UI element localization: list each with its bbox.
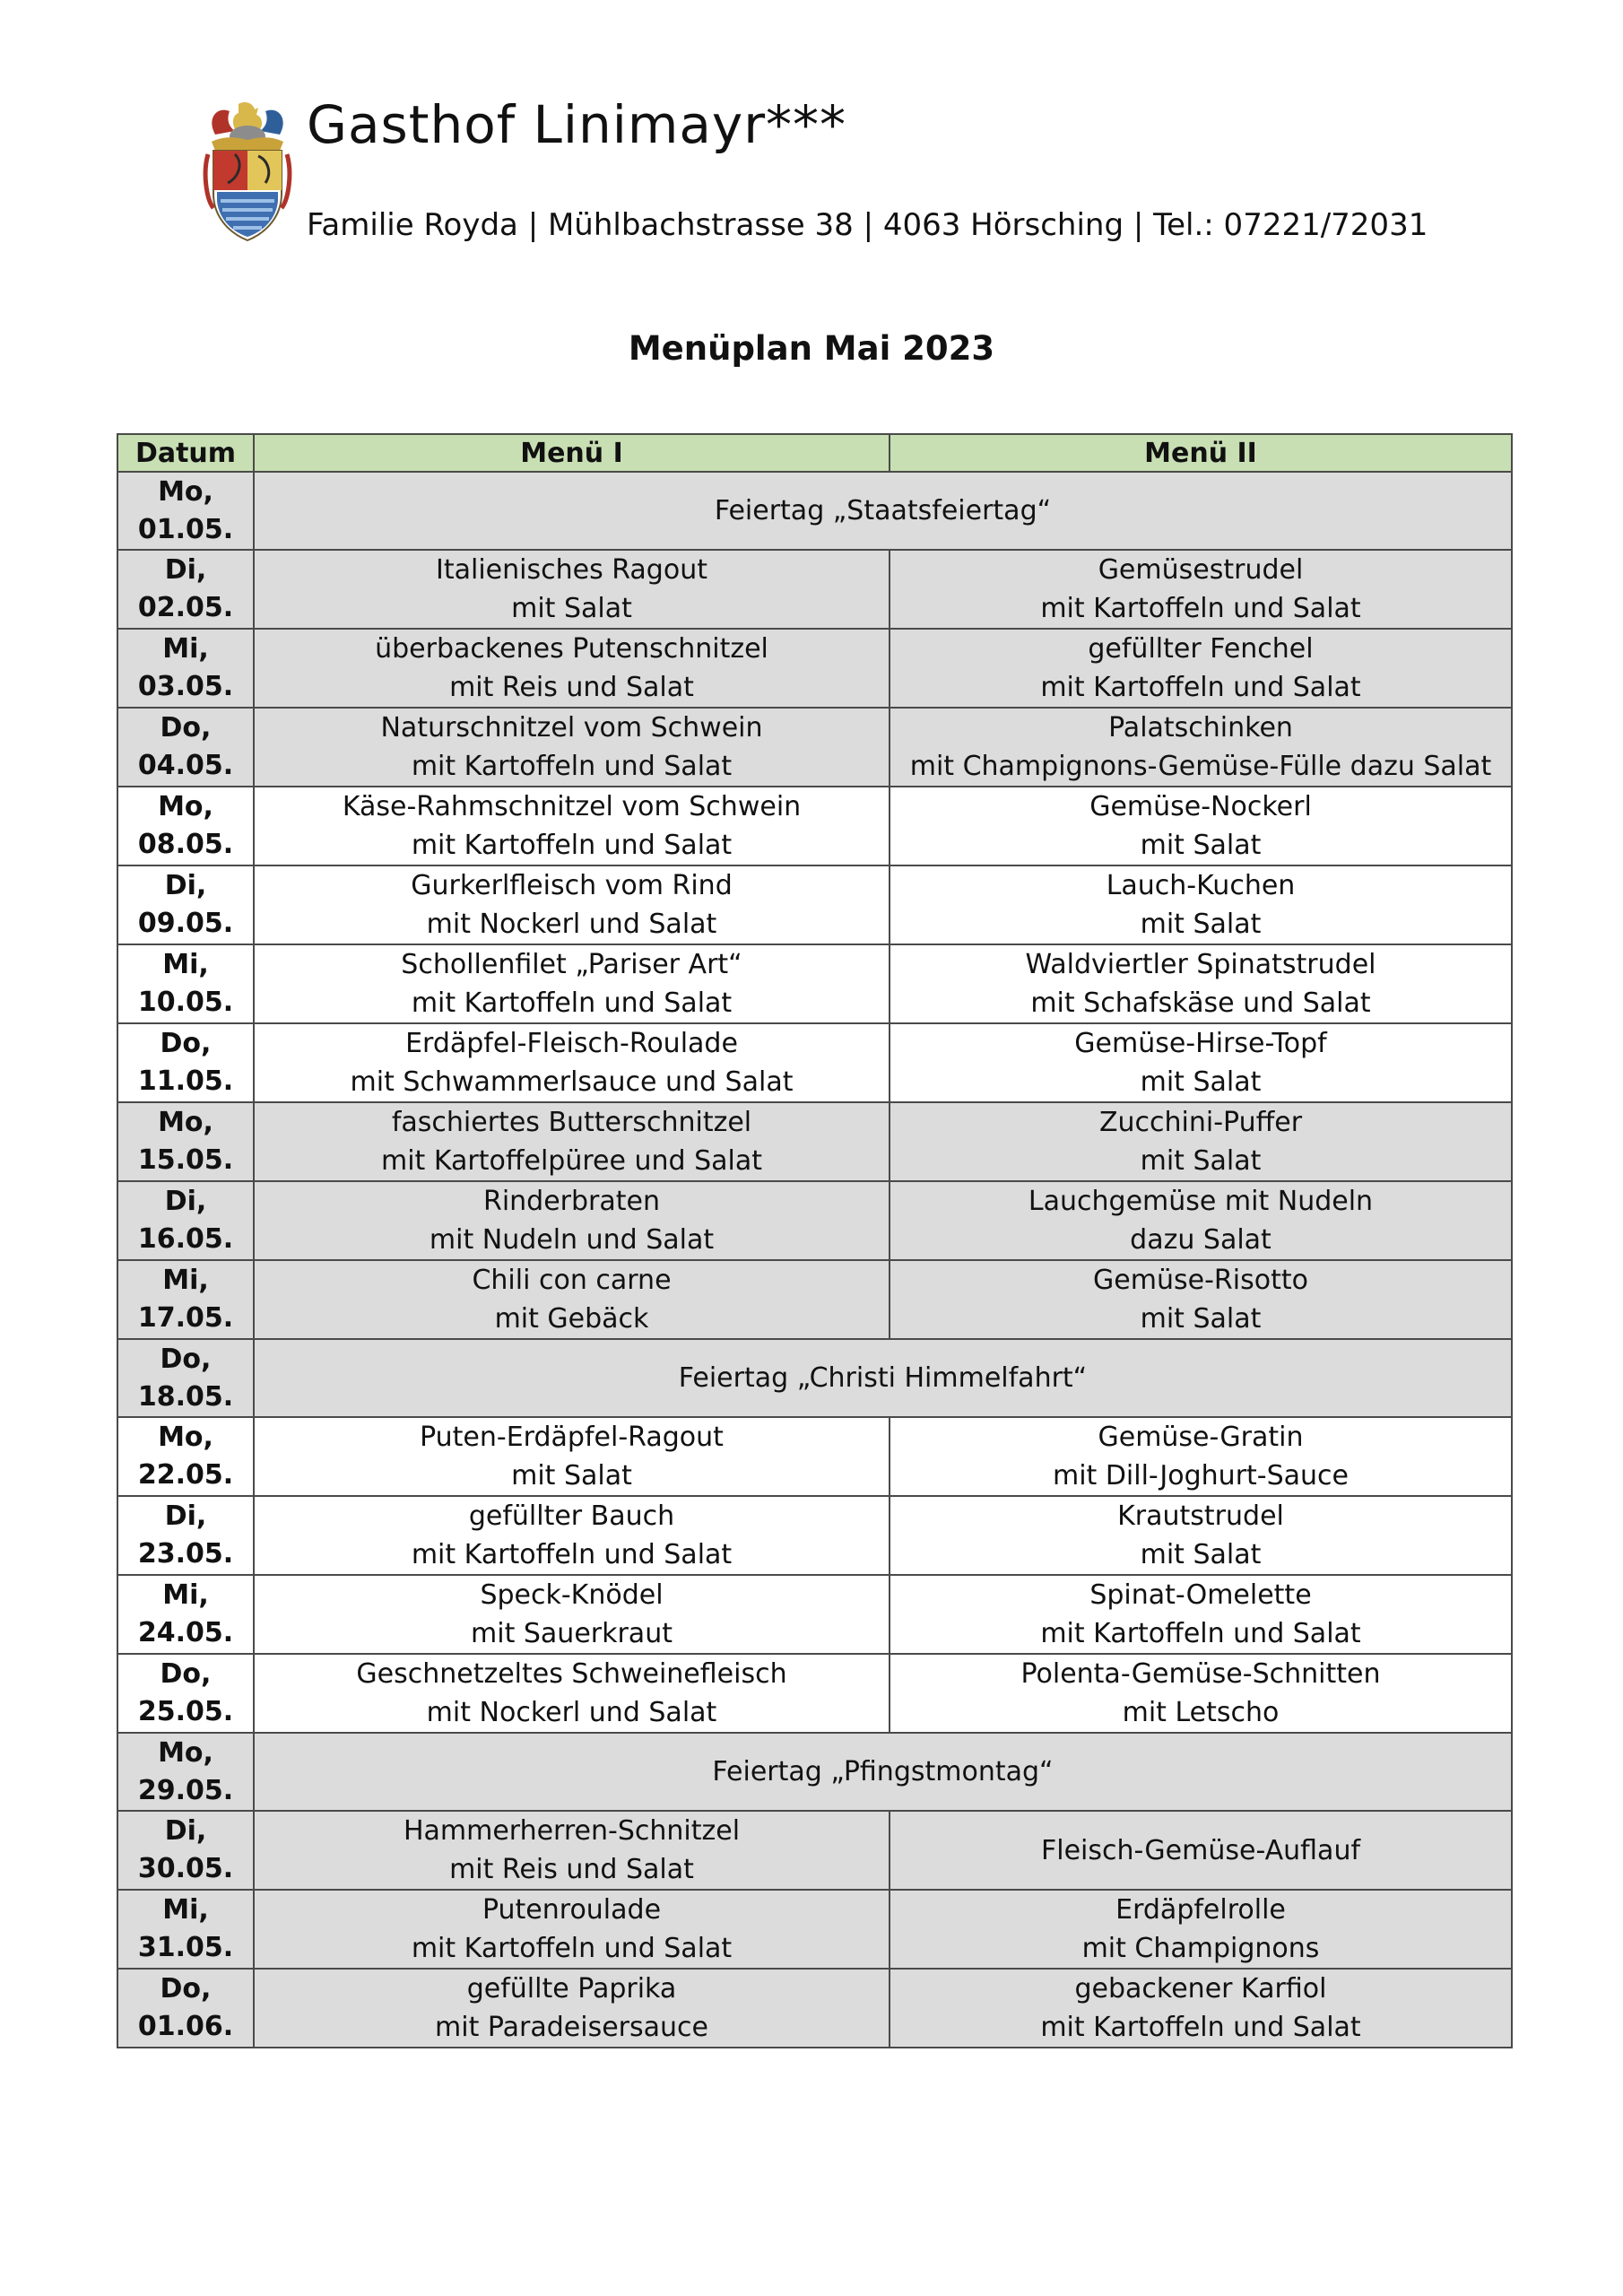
weekday: Mi, (162, 1265, 209, 1296)
coat-of-arms-logo (199, 100, 296, 244)
date-cell (117, 1575, 254, 1654)
menu-1-dish: Hammerherren-Schnitzel (403, 1815, 741, 1847)
table-row (117, 787, 1512, 865)
menu-2-cell (890, 944, 1512, 1023)
menu-2-cell (890, 1102, 1512, 1181)
date-cell (117, 550, 254, 629)
menu-1-cell (254, 787, 890, 865)
date: 03.05. (137, 671, 234, 702)
table-row (117, 1260, 1512, 1339)
menu-2-side: mit Salat (1140, 1066, 1262, 1098)
weekday: Do, (160, 1658, 212, 1690)
menu-1-side: mit Reis und Salat (449, 1854, 694, 1885)
menu-2-cell (890, 1260, 1512, 1339)
menu-plan-title: Menüplan Mai 2023 (628, 329, 995, 368)
menu-2-side: mit Salat (1140, 909, 1262, 940)
menu-1-dish: Gurkerlfleisch vom Rind (411, 870, 733, 901)
date: 01.05. (137, 513, 234, 545)
date-cell (117, 1023, 254, 1102)
letterhead (199, 93, 1454, 246)
holiday-label: Feiertag „Pfingstmontag“ (712, 1756, 1054, 1787)
date-cell (117, 1181, 254, 1260)
table-row (117, 629, 1512, 708)
date-cell (117, 1811, 254, 1890)
weekday: Mo, (158, 1107, 213, 1138)
date: 09.05. (137, 908, 234, 939)
date: 31.05. (137, 1932, 234, 1963)
menu-1-cell (254, 865, 890, 944)
menu-1-cell (254, 1811, 890, 1890)
menu-2-dish: Gemüse-Nockerl (1089, 791, 1312, 822)
menu-1-cell (254, 1969, 890, 2048)
menu-1-dish: Speck-Knödel (480, 1579, 664, 1611)
menu-table (117, 433, 1513, 2048)
table-row (117, 944, 1512, 1023)
menu-2-dish: Gemüse-Gratin (1098, 1422, 1304, 1453)
date-cell (117, 472, 254, 550)
date: 10.05. (137, 987, 234, 1018)
menu-2-cell (890, 1496, 1512, 1575)
table-row (117, 865, 1512, 944)
table-header-row (117, 434, 1512, 472)
table-row (117, 1023, 1512, 1102)
date-cell (117, 708, 254, 787)
menu-2-cell (890, 1575, 1512, 1654)
menu-2-dish: Gemüse-Risotto (1093, 1265, 1308, 1296)
weekday: Mo, (158, 1422, 213, 1453)
date-cell (117, 1339, 254, 1417)
menu-1-cell (254, 629, 890, 708)
menu-2-cell (890, 1890, 1512, 1969)
menu-1-cell (254, 944, 890, 1023)
menu-1-side: mit Kartoffeln und Salat (411, 987, 733, 1019)
column-header-menu-1: Menü I (254, 434, 890, 472)
menu-2-side: mit Champignons (1081, 1933, 1320, 1964)
menu-1-cell (254, 708, 890, 787)
menu-2-side: dazu Salat (1130, 1224, 1271, 1256)
menu-2-cell (890, 708, 1512, 787)
menu-2-side: mit Champignons-Gemüse-Fülle dazu Salat (909, 751, 1492, 782)
menu-1-cell (254, 550, 890, 629)
date: 29.05. (137, 1774, 234, 1806)
weekday: Mo, (158, 475, 213, 508)
menu-1-side: mit Kartoffeln und Salat (411, 830, 733, 861)
date-cell (117, 1969, 254, 2048)
menu-2-side: mit Kartoffeln und Salat (1040, 593, 1361, 624)
date-cell (117, 1890, 254, 1969)
table-row (117, 1417, 1512, 1496)
date-cell (117, 1733, 254, 1811)
column-header-date: Datum (117, 434, 254, 472)
date: 16.05. (137, 1223, 234, 1255)
weekday: Mo, (158, 1736, 213, 1769)
menu-2-cell (890, 1654, 1512, 1733)
date: 23.05. (137, 1538, 234, 1570)
menu-1-side: mit Kartoffeln und Salat (411, 751, 733, 782)
menu-1-dish: Käse-Rahmschnitzel vom Schwein (342, 791, 802, 822)
weekday: Do, (160, 1343, 212, 1375)
date-cell (117, 1496, 254, 1575)
table-row (117, 1181, 1512, 1260)
menu-2-dish: Spinat-Omelette (1089, 1579, 1312, 1611)
menu-1-dish: Erdäpfel-Fleisch-Roulade (405, 1028, 738, 1059)
table-row (117, 1575, 1512, 1654)
menu-2-side: mit Salat (1140, 1145, 1262, 1177)
menu-2-dish: Lauchgemüse mit Nudeln (1028, 1186, 1374, 1217)
weekday: Do, (160, 712, 212, 744)
menu-1-dish: Italienisches Ragout (436, 554, 707, 586)
menu-2-dish: gefüllter Fenchel (1088, 633, 1314, 665)
menu-2-cell (890, 1811, 1512, 1890)
date-cell (117, 787, 254, 865)
menu-2-dish: Fleisch-Gemüse-Auflauf (1040, 1834, 1361, 1866)
date-cell (117, 1654, 254, 1733)
date: 30.05. (137, 1853, 234, 1884)
table-row (117, 1496, 1512, 1575)
menu-1-cell (254, 1181, 890, 1260)
menu-2-side: mit Dill-Joghurt-Sauce (1052, 1460, 1350, 1492)
weekday: Do, (160, 1028, 212, 1059)
menu-1-dish: Putenroulade (482, 1894, 662, 1926)
menu-1-side: mit Kartoffelpüree und Salat (381, 1145, 762, 1177)
menu-2-dish: Polenta-Gemüse-Schnitten (1020, 1658, 1381, 1690)
menu-1-dish: gefüllte Paprika (466, 1973, 677, 2005)
holiday-row (117, 472, 1512, 550)
menu-2-dish: Erdäpfelrolle (1115, 1894, 1286, 1926)
holiday-cell (254, 1733, 1512, 1811)
holiday-label: Feiertag „Staatsfeiertag“ (714, 495, 1052, 526)
weekday: Di, (164, 870, 207, 901)
menu-2-dish: Palatschinken (1108, 712, 1293, 744)
date-cell (117, 865, 254, 944)
date: 11.05. (137, 1065, 234, 1097)
menu-1-dish: Chili con carne (472, 1265, 672, 1296)
date-cell (117, 629, 254, 708)
menu-1-cell (254, 1260, 890, 1339)
menu-2-side: mit Kartoffeln und Salat (1040, 1618, 1361, 1649)
menu-2-side: mit Letscho (1122, 1697, 1280, 1728)
weekday: Mo, (158, 791, 213, 822)
menu-2-side: mit Schafskäse und Salat (1030, 987, 1371, 1019)
weekday: Di, (164, 1500, 207, 1532)
table-row (117, 1811, 1512, 1890)
menu-2-side: mit Salat (1140, 1303, 1262, 1335)
weekday: Mi, (162, 1579, 209, 1611)
date: 01.06. (137, 2011, 234, 2042)
weekday: Mi, (162, 949, 209, 980)
menu-2-dish: Gemüse-Hirse-Topf (1074, 1028, 1327, 1059)
menu-1-cell (254, 1102, 890, 1181)
menu-2-side: mit Salat (1140, 830, 1262, 861)
holiday-cell (254, 1339, 1512, 1417)
menu-1-dish: gefüllter Bauch (468, 1500, 675, 1532)
menu-1-cell (254, 1496, 890, 1575)
menu-1-dish: Puten-Erdäpfel-Ragout (420, 1422, 724, 1453)
date: 18.05. (137, 1380, 234, 1413)
menu-2-cell (890, 1023, 1512, 1102)
weekday: Mi, (162, 633, 209, 665)
menu-1-cell (254, 1417, 890, 1496)
menu-1-cell (254, 1023, 890, 1102)
date: 04.05. (137, 750, 234, 781)
menu-1-cell (254, 1575, 890, 1654)
menu-1-dish: Rinderbraten (482, 1186, 661, 1217)
holiday-label: Feiertag „Christi Himmelfahrt“ (678, 1362, 1088, 1394)
weekday: Di, (164, 554, 207, 586)
menu-1-dish: Schollenfilet „Pariser Art“ (401, 949, 742, 980)
menu-1-dish: Geschnetzeltes Schweinefleisch (356, 1658, 787, 1690)
menu-1-side: mit Paradeisersauce (435, 2012, 708, 2043)
weekday: Mi, (162, 1894, 209, 1926)
date-cell (117, 1417, 254, 1496)
menu-1-side: mit Salat (511, 593, 632, 624)
holiday-cell (254, 472, 1512, 550)
date: 08.05. (137, 829, 234, 860)
date: 02.05. (137, 592, 234, 623)
table-row (117, 1102, 1512, 1181)
menu-1-side: mit Salat (511, 1460, 632, 1492)
table-row (117, 1890, 1512, 1969)
date: 22.05. (137, 1459, 234, 1491)
table-row (117, 1654, 1512, 1733)
menu-1-side: mit Gebäck (494, 1303, 649, 1335)
menu-1-dish: Naturschnitzel vom Schwein (380, 712, 763, 744)
menu-2-dish: Waldviertler Spinatstrudel (1025, 949, 1376, 980)
menu-1-side: mit Kartoffeln und Salat (411, 1933, 733, 1964)
menu-2-side: mit Kartoffeln und Salat (1040, 2012, 1361, 2043)
holiday-row (117, 1339, 1512, 1417)
table-row (117, 1969, 1512, 2048)
menu-2-cell (890, 787, 1512, 865)
menu-2-dish: Gemüsestrudel (1098, 554, 1304, 586)
weekday: Do, (160, 1973, 212, 2005)
date: 15.05. (137, 1144, 234, 1176)
holiday-row (117, 1733, 1512, 1811)
weekday: Di, (164, 1186, 207, 1217)
menu-2-dish: Zucchini-Puffer (1098, 1107, 1303, 1138)
table-row (117, 550, 1512, 629)
menu-2-cell (890, 1969, 1512, 2048)
menu-2-cell (890, 1417, 1512, 1496)
menu-1-side: mit Nudeln und Salat (429, 1224, 715, 1256)
menu-2-side: mit Salat (1140, 1539, 1262, 1570)
date-cell (117, 1102, 254, 1181)
menu-1-side: mit Nockerl und Salat (426, 909, 717, 940)
menu-2-cell (890, 1181, 1512, 1260)
menu-1-dish: faschiertes Butterschnitzel (391, 1107, 752, 1138)
gasthof-title: Gasthof Linimayr*** (307, 94, 847, 155)
date: 24.05. (137, 1617, 234, 1648)
menu-2-cell (890, 550, 1512, 629)
date: 25.05. (137, 1696, 234, 1727)
address-line: Familie Royda | Mühlbachstrasse 38 | 4063 Hörsching | Tel.: 07221/72031 (307, 207, 1428, 243)
menu-1-side: mit Schwammerlsauce und Salat (350, 1066, 794, 1098)
menu-1-cell (254, 1890, 890, 1969)
menu-1-cell (254, 1654, 890, 1733)
column-header-menu-2: Menü II (890, 434, 1512, 472)
menu-1-side: mit Nockerl und Salat (426, 1697, 717, 1728)
menu-2-dish: Lauch-Kuchen (1106, 870, 1296, 901)
menu-2-cell (890, 629, 1512, 708)
menu-2-dish: Krautstrudel (1117, 1500, 1284, 1532)
weekday: Di, (164, 1815, 207, 1847)
date: 17.05. (137, 1302, 234, 1334)
date-cell (117, 1260, 254, 1339)
menu-2-dish: gebackener Karfiol (1074, 1973, 1327, 2005)
menu-1-side: mit Kartoffeln und Salat (411, 1539, 733, 1570)
menu-2-cell (890, 865, 1512, 944)
date-cell (117, 944, 254, 1023)
menu-2-side: mit Kartoffeln und Salat (1040, 672, 1361, 703)
table-row (117, 708, 1512, 787)
menu-1-side: mit Sauerkraut (471, 1618, 673, 1649)
menu-1-dish: überbackenes Putenschnitzel (375, 633, 768, 665)
menu-1-side: mit Reis und Salat (449, 672, 694, 703)
